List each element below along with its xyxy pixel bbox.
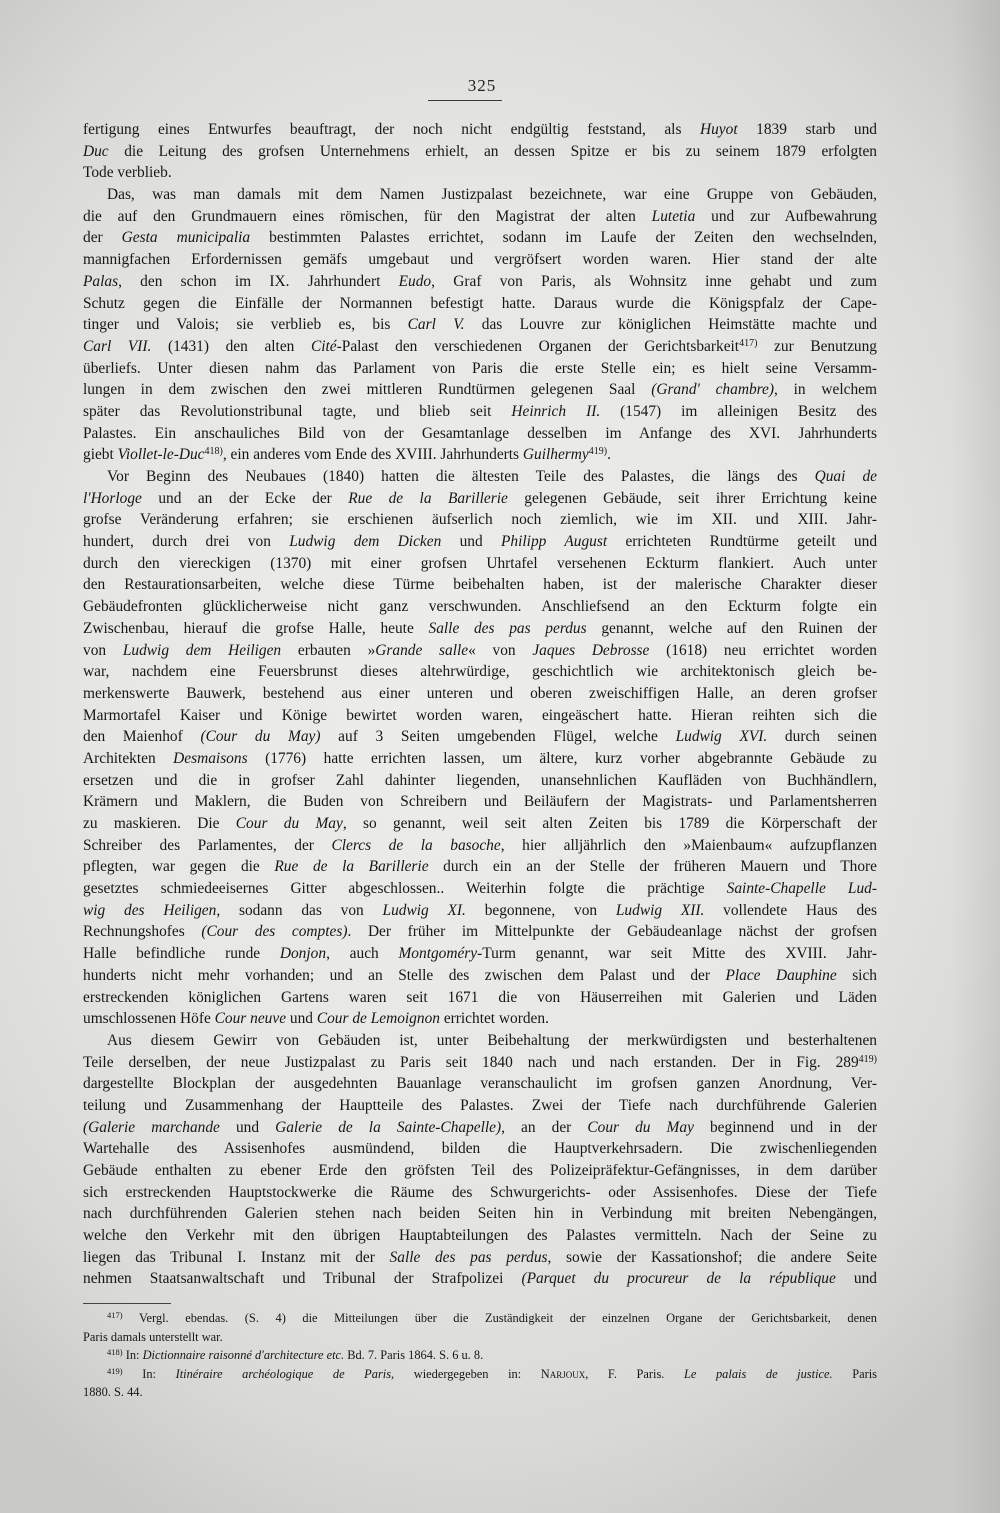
text-run: Bd. 7. Paris 1864. S. 6 u. 8. [344, 1348, 484, 1362]
text-run: , auch [326, 945, 399, 963]
text-line [83, 162, 877, 184]
italic-run: Itinéraire archéologique de Paris [175, 1366, 392, 1381]
text-run: 1880. S. 44. [83, 1385, 143, 1399]
text-run: errichtet worden. [439, 1010, 549, 1028]
text-run: lungen in dem zwischen den zwei mittleren Rundtürmen gelegenen Saal [83, 381, 652, 399]
footnote [83, 1346, 877, 1365]
text-line [83, 1182, 877, 1204]
text-run: In: [122, 1366, 176, 1381]
text-run: , den schon im IX. Jahrhundert [118, 272, 399, 290]
italic-run: Guilhermy [522, 446, 589, 464]
italic-run: Eudo [398, 272, 432, 290]
text-line [83, 553, 877, 575]
italic-run: Donjon [279, 945, 327, 963]
italic-run: Rue de la Barillerie [348, 489, 508, 507]
text-line [83, 423, 877, 445]
text-run: Paris [832, 1366, 877, 1381]
italic-run: Place Dauphine [725, 966, 837, 984]
text-line [83, 466, 877, 488]
italic-run: Palas [83, 272, 119, 290]
text-line [83, 965, 877, 987]
text-run: Schutz gegen die Einfälle der Normannen befestigt hatte. Daraus wurde die Königspfalz der Cape- [83, 294, 877, 312]
text-run: Marmortafel Kaiser und Könige bewirtet worden waren, eingeäschert hatte. Hieran reihten sich die [83, 706, 877, 724]
italic-run: Ludwig XII. [615, 901, 705, 919]
text-line [83, 531, 877, 553]
text-run: dargestellte Blockplan der ausgedehnten Bauanlage veranschaulicht im grofsen ganzen Anordnung, Ver- [83, 1075, 877, 1093]
text-run: und [835, 1270, 877, 1288]
text-line [83, 184, 877, 206]
italic-run: Heinrich II. [511, 402, 601, 420]
text-run: den Restaurationsarbeiten, welche diese Türme beibehalten haben, ist der malerische Charakter dieser [83, 576, 877, 594]
italic-run: (Cour du May) [200, 728, 321, 746]
italic-run: Salle des pas perdus [389, 1248, 548, 1266]
italic-run: Carl V. [407, 316, 465, 334]
text-run: von [83, 641, 123, 659]
text-run: fertigung eines Entwurfes beauftragt, der noch nicht endgültig feststand, als [83, 121, 700, 138]
text-run: , Graf von Paris, als Wohnsitz inne gehabt und zum [431, 272, 877, 290]
text-run: umschlossenen Höfe [83, 1010, 215, 1028]
text-run: und [286, 1010, 317, 1028]
italic-run: Cour du May [235, 815, 343, 832]
text-line [83, 444, 877, 466]
text-run: nach durchführenden Galerien stehen nach beiden Seiten hin in Verbindung mit breiten Nebengängen, [83, 1205, 877, 1223]
text-line [83, 1383, 877, 1402]
italic-run: Gesta municipalia [121, 229, 251, 247]
italic-run: Dictionnaire raisonné d'architecture etc. [142, 1348, 345, 1362]
footnote-ref: 419) [107, 1365, 123, 1376]
text-line [83, 943, 877, 965]
text-run: -Turm genannt, war seit Mitte des XVIII. Jahr- [477, 945, 877, 963]
text-line [83, 835, 877, 857]
italic-run: Ludwig dem Heiligen [122, 641, 282, 659]
text-line [83, 1052, 877, 1074]
text-line [83, 336, 877, 358]
text-line [83, 1117, 877, 1139]
page-number-rule [428, 100, 502, 101]
text-run: , in welchem [774, 381, 877, 399]
italic-run: Duc [83, 142, 109, 160]
text-run: vollendete Haus des [704, 901, 877, 919]
footnote-ref: 419) [858, 1053, 877, 1065]
paragraph [83, 119, 877, 184]
text-run: Zwischenbau, hierauf die grofse Halle, heute [83, 619, 429, 637]
text-line [83, 379, 877, 401]
text-line [83, 401, 877, 423]
italic-run: l'Horloge [83, 489, 142, 507]
italic-run: Grande salle [375, 641, 469, 659]
footnote-ref: 417) [739, 337, 758, 349]
italic-run: Sainte-Chapelle Lud- [726, 880, 877, 898]
text-run: hundert, durch drei von [83, 533, 290, 551]
text-run: tinger und Valois; sie verblieb es, bis [83, 316, 408, 334]
footnote-ref: 418) [107, 1347, 123, 1357]
page-number: 325 [467, 76, 497, 95]
text-run: Wartehalle des Assisenhofes ausmündend, bilden die Hauptverkehrsadern. Die zwischenliegenden [83, 1140, 877, 1158]
text-run: Paris damals unterstellt war. [83, 1329, 223, 1344]
italic-run: Montgoméry [398, 945, 478, 963]
text-run: Architekten [83, 749, 174, 767]
text-run: bestimmten Palastes errichtet, sodann im Laufe der Zeiten den wechselnden, [250, 229, 878, 247]
text-line [83, 921, 877, 943]
text-run: das Louvre zur königlichen Heimstätte machte und [464, 316, 877, 334]
text-line [83, 748, 877, 770]
text-line [83, 119, 877, 141]
text-run: durch den viereckigen (1370) mit einer grofsen Uhrtafel versehenen Eckturm flankiert. Auch unter [83, 554, 877, 572]
text-run: grofse Veränderung erfahren; sie erschienen äufserlich noch ziemlich, wie im XII. und XIII. Jahr- [83, 511, 877, 529]
text-run: , wiedergegeben in: [391, 1366, 541, 1381]
text-run: (1547) im alleinigen Besitz des [600, 402, 878, 420]
text-run: , an der [501, 1118, 588, 1136]
footnote [83, 1309, 877, 1346]
text-run: und [441, 533, 502, 551]
text-line [83, 1138, 877, 1160]
text-run: teilung und Zusammenhang der Hauptteile des Palastes. Zwei der Tiefe nach durchführende Galerien [83, 1096, 877, 1114]
text-run: (1431) den alten [151, 337, 311, 355]
text-run: begonnene, von [465, 901, 616, 919]
italic-run: Desmaisons [173, 749, 248, 767]
text-run: ersetzen und die in grofser Zahl dahinter liegenden, unansehnlichen Kaufläden von Buchhändlern, [83, 771, 877, 789]
footnotes [83, 1309, 877, 1402]
text-line [83, 987, 877, 1009]
text-line [83, 726, 877, 748]
italic-run: Cour neuve [214, 1010, 287, 1028]
text-run: Gebäude enthalten zu ebener Erde den gröfsten Teil des Polizeipräfektur-Gefängnisses, in dem darüber [83, 1162, 877, 1179]
text-run: Palastes. Ein anschauliches Bild von der Gesamtanlage desselben im Anfange des XVI. Jahrhunderts [83, 424, 877, 442]
text-line [83, 358, 877, 380]
text-line [83, 1328, 877, 1347]
text-run: Vor Beginn des Neubaues (1840) hatten die ältesten Teile des Palastes, die längs des [107, 468, 815, 485]
text-run: Gebäudefronten glücklicherweise nicht ganz verschwunden. Anschliefsend an den Eckturm folgte ein [83, 598, 877, 616]
text-line [83, 1095, 877, 1117]
body-text [83, 119, 877, 1290]
text-line [83, 1030, 877, 1052]
italic-run: Carl VII. [83, 337, 152, 355]
paragraph [83, 1030, 877, 1290]
text-run: gesetztes schmiedeeisernes Gitter abgeschlossen.. Weiterhin folgte die prächtige [83, 880, 727, 898]
text-line [83, 596, 877, 618]
italic-run: (Grand' chambre) [651, 381, 775, 399]
text-run: liegen das Tribunal I. Instanz mit der [83, 1248, 390, 1266]
italic-run: Le palais de justice. [684, 1366, 833, 1381]
italic-run: Quai de [814, 468, 878, 485]
text-line [83, 314, 877, 336]
text-run: pflegten, war gegen die [83, 858, 275, 876]
paragraph [83, 466, 877, 1030]
text-line [83, 705, 877, 727]
italic-run: Cité [310, 337, 337, 355]
text-run: und zur Aufbewahrung [695, 207, 877, 225]
text-run: merkenswerte Bauwerk, bestehend aus einer unteren und oberen zweischiffigen Halle, an deren grofser [83, 684, 877, 702]
italic-run: Viollet-le-Duc [117, 446, 205, 464]
text-run: . [607, 446, 611, 464]
italic-run: wig des Heiligen [83, 901, 217, 919]
text-run: Krämern und Maklern, die Buden von Schreibern und Beiläufern der Magistrats- und Parlamentsherren [83, 793, 877, 811]
text-run: . Der früher im Mittelpunkte der Gebäudeanlage nächst der grofsen [347, 923, 877, 941]
text-line [83, 293, 877, 315]
text-line [83, 683, 877, 705]
text-line [83, 813, 877, 835]
smallcaps-run: Narjoux [540, 1366, 586, 1381]
text-line [83, 1309, 877, 1328]
text-run: nehmen Staatsanwaltschaft und Tribunal der Strafpolizei [83, 1270, 522, 1288]
footnote-ref: 418) [204, 446, 223, 458]
text-line [83, 878, 877, 900]
text-line [83, 1365, 877, 1384]
text-line [83, 770, 877, 792]
text-run: , hier alljährlich den »Maienbaum« aufzupflanzen [500, 836, 877, 854]
text-line [83, 1073, 877, 1095]
text-run: zu maskieren. Die [83, 815, 236, 832]
text-run: (1618) neu errichtet worden [649, 641, 877, 659]
text-run: war, nachdem eine Feuersbrunst dieses altehrwürdige, geschichtlich wie architektonisch gleich be- [83, 663, 877, 681]
text-run: mannigfachen Erfordernissen gemäfs umgebaut und vergröfsert worden waren. Hier stand der alte [83, 251, 877, 269]
text-run: (1776) hatte errichten lassen, um ältere, kurz vorher abgebrannte Gebäude zu [247, 749, 877, 767]
italic-run: Huyot [699, 121, 738, 138]
text-run: , sodann das von [216, 901, 383, 919]
italic-run: Philipp August [501, 533, 608, 551]
text-run: welche den Verkehr mit den übrigen Hauptabteilungen des Palastes vermitteln. Nach der Seine zu [83, 1227, 877, 1245]
text-run: den Maienhof [83, 728, 201, 746]
text-run: , so genannt, weil seit alten Zeiten bis 1789 die Körperschaft der [342, 815, 877, 832]
text-run: , sowie der Kassationshof; die andere Seite [547, 1248, 878, 1266]
text-run: und [219, 1118, 276, 1136]
text-run: gelegenen Gebäude, seit ihrer Errichtung keine [507, 489, 877, 507]
text-run: erstreckenden königlichen Gartens waren seit 1671 die von Häuserreihen mit Galerien und Läden [83, 988, 877, 1006]
text-line [83, 856, 877, 878]
text-line [83, 791, 877, 813]
text-run: , ein anderes vom Ende des XVIII. Jahrhunderts [222, 446, 523, 464]
text-run: der [83, 229, 122, 247]
text-run: Vergl. ebendas. (S. 4) die Mitteilungen über die Zuständigkeit der einzelnen Organe der Gerichtsbarkeit, denen [122, 1311, 877, 1325]
footnote [83, 1365, 877, 1402]
text-line [83, 227, 877, 249]
italic-run: (Galerie marchande [83, 1118, 220, 1136]
text-line [83, 640, 877, 662]
text-line [83, 206, 877, 228]
text-run: die Leitung des grofsen Unternehmens erhielt, an dessen Spitze er bis zu seinem 1879 erfolgten [108, 142, 877, 160]
text-run: die auf den Grundmauern eines römischen, für den Magistrat der alten [83, 207, 652, 225]
text-run: In: [122, 1348, 143, 1362]
italic-run: Cour de Lemoignon [316, 1010, 440, 1028]
text-run: Aus diesem Gewirr von Gebäuden ist, unter Beibehaltung der merkwürdigsten und besterhaltenen [107, 1031, 877, 1049]
text-line [83, 1346, 877, 1365]
text-run: und an der Ecke der [141, 489, 349, 507]
text-line [83, 1225, 877, 1247]
text-line [83, 900, 877, 922]
text-run: beginnend und in der [693, 1118, 877, 1136]
text-line [83, 1160, 877, 1182]
italic-run: Cour du May [587, 1118, 694, 1136]
text-line [83, 661, 877, 683]
text-run: später das Revolutionstribunal tagte, und blieb seit [83, 402, 512, 420]
italic-run: Ludwig dem Dicken [289, 533, 442, 551]
text-run: sich [836, 966, 877, 984]
italic-run: Lutetia [651, 207, 696, 225]
text-run: Das, was man damals mit dem Namen Justizpalast bezeichnete, war eine Gruppe von Gebäuden, [107, 186, 877, 204]
italic-run: (Parquet du procureur de la république [521, 1270, 836, 1288]
text-run: durch seinen [767, 728, 877, 746]
paragraph [83, 184, 877, 466]
text-run: Schreiber des Parlamentes, der [83, 836, 332, 854]
text-run: auf 3 Seiten umgebenden Flügel, welche [320, 728, 676, 746]
text-line [83, 509, 877, 531]
text-run: Halle befindliche runde [83, 945, 280, 963]
text-line [83, 574, 877, 596]
footnote-rule [83, 1303, 171, 1304]
italic-run: Salle des pas perdus [428, 619, 587, 637]
italic-run: (Cour des comptes) [201, 923, 348, 941]
text-line [83, 618, 877, 640]
italic-run: Jaques Debrosse [532, 641, 650, 659]
text-run: 1839 starb und [737, 121, 877, 138]
italic-run: Rue de la Barillerie [274, 858, 429, 876]
text-run: sich erstreckenden Hauptstockwerke die Räume des Schwurgerichts- oder Assisenhofes. Diese der Tiefe [83, 1183, 877, 1201]
text-run: erbauten » [281, 641, 376, 659]
text-run: giebt [83, 446, 118, 464]
text-line [83, 1268, 877, 1290]
text-run: Rechnungshofes [83, 923, 202, 941]
italic-run: Clercs de la basoche [331, 836, 501, 854]
text-line [83, 141, 877, 163]
text-run: überliefs. Unter diesen nahm das Parlament von Paris die erste Stelle ein; es hielt seine Versamm- [83, 359, 877, 377]
text-run: -Palast den verschiedenen Organen der Gerichtsbarkeit [336, 337, 740, 355]
text-run: zur Benutzung [757, 337, 878, 355]
text-run: errichteten Rundtürme geteilt und [607, 533, 878, 551]
text-line [83, 249, 877, 271]
text-run: genannt, welche auf den Ruinen der [586, 619, 877, 637]
italic-run: Galerie de la Sainte-Chapelle) [275, 1118, 502, 1136]
italic-run: Ludwig XI. [382, 901, 466, 919]
text-line [83, 488, 877, 510]
text-run: Teile derselben, der neue Justizpalast zu Paris seit 1840 nach und nach erstanden. Der in Fig. 289 [83, 1053, 859, 1071]
text-run: durch ein an der Stelle der früheren Mauern und Thore [428, 858, 878, 876]
text-line [83, 1247, 877, 1269]
text-line [83, 1008, 877, 1030]
text-run: hunderts nicht mehr vorhanden; und an Stelle des zwischen dem Palast und der [83, 966, 726, 984]
italic-run: Ludwig XVI. [675, 728, 768, 746]
text-run: « von [468, 641, 533, 659]
text-run: , F. Paris. [585, 1366, 684, 1381]
text-line [83, 1203, 877, 1225]
text-run: Tode verblieb. [83, 164, 172, 182]
footnote-ref: 419) [588, 446, 608, 458]
footnote-ref: 417) [107, 1310, 123, 1320]
text-line [83, 271, 877, 293]
